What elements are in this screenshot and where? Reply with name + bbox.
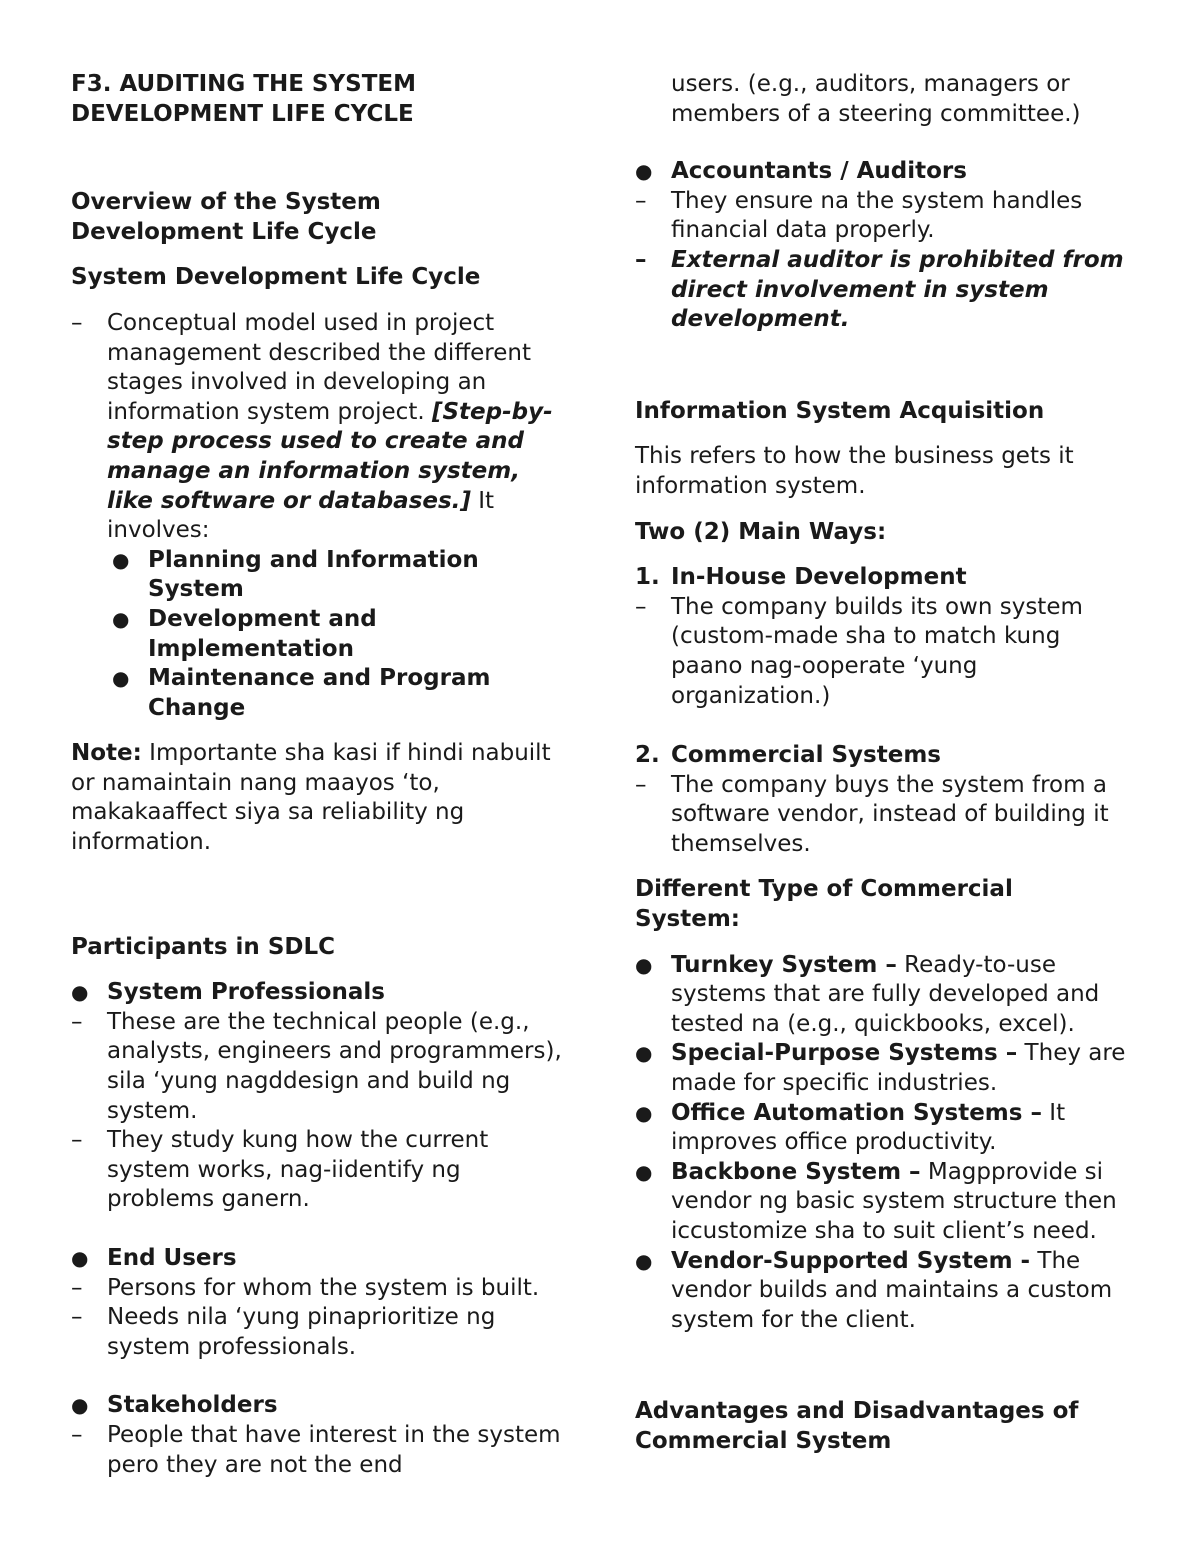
phase-item <box>71 664 571 723</box>
dash-marker: – <box>635 246 647 273</box>
detail-text: These are the technical people (e.g., analysts, engineers and programmers), sila ‘yung nagddesign and build ng system. <box>107 1008 562 1124</box>
participant-detail <box>635 246 1135 335</box>
detail-text: They study kung how the current system works, nag-iidentify ng problems ganern. <box>107 1127 489 1213</box>
bullet-marker: ● <box>71 1246 89 1270</box>
participant-detail <box>71 1008 571 1126</box>
note-label: Note: <box>71 740 142 767</box>
type-desc: Ready-to-use systems that are fully developed and tested na (e.g., quickbooks, excel). <box>671 951 1100 1037</box>
participant-detail <box>71 1126 571 1215</box>
note-text: Importante sha kasi if hindi nabuilt or namaintain nang maayos ‘to, makakaaffect siya sa reliability ng information. <box>71 740 551 856</box>
type-name: Turnkey System – <box>671 951 897 978</box>
way-title: In-House Development <box>671 564 967 591</box>
overview-heading: Overview of the System Development Life Cycle <box>71 189 381 245</box>
phase-item <box>71 546 571 605</box>
acquisition-heading: Information System Acquisition <box>635 397 1045 424</box>
dash-marker: – <box>71 1127 83 1154</box>
type-desc: The vendor builds and maintains a custom system for the client. <box>671 1247 1113 1333</box>
way-number: 2. <box>635 742 660 769</box>
sdlc-heading: System Development Life Cycle <box>71 264 481 291</box>
dash-marker: – <box>71 309 83 336</box>
type-name: Vendor-Supported System - <box>671 1247 1031 1274</box>
phase-label: Development and Implementation <box>148 605 377 662</box>
bullet-marker: ● <box>112 666 130 691</box>
title-line-2: DEVELOPMENT LIFE CYCLE <box>71 100 414 127</box>
type-item <box>635 1158 1135 1247</box>
phase-label: Maintenance and Program Change <box>148 665 491 721</box>
participant-title: Stakeholders <box>107 1392 278 1419</box>
bullet-marker: ● <box>635 1248 653 1273</box>
acquisition-description: This refers to how the business gets it information system. <box>635 443 1074 499</box>
dash-marker: – <box>635 771 647 798</box>
ways-heading: Two (2) Main Ways: <box>635 518 887 545</box>
way-number: 1. <box>635 564 660 591</box>
type-item <box>635 951 1135 1040</box>
participant-detail <box>71 1303 571 1362</box>
type-item <box>635 1099 1135 1158</box>
phase-item <box>71 605 571 664</box>
bullet-marker: ● <box>635 952 653 977</box>
dash-marker: – <box>71 1274 83 1301</box>
way-item <box>635 563 1135 593</box>
sdlc-definition <box>71 309 571 546</box>
participant-detail <box>635 187 1135 246</box>
dash-marker: – <box>635 593 647 620</box>
sdlc-desc-plain: Conceptual model used in project management described the different stages involved in developing an information system project. <box>107 309 532 425</box>
detail-text: Persons for whom the system is built. <box>107 1274 540 1301</box>
sdlc-desc-tail: It involves: <box>107 487 495 544</box>
stakeholders-continuation: users. (e.g., auditors, managers or members of a steering committee.) <box>671 71 1081 127</box>
participants-heading: Participants in SDLC <box>71 933 336 960</box>
right-column <box>635 70 1135 1457</box>
participant-item <box>71 978 571 1008</box>
participant-item <box>71 1244 571 1274</box>
type-desc: Magpprovide si vendor ng basic system structure then iccustomize sha to suit client’s need. <box>671 1158 1117 1244</box>
participant-detail <box>71 1421 571 1480</box>
advantages-heading: Advantages and Disadvantages of Commercial System <box>635 1398 1079 1454</box>
way-detail <box>635 593 1135 711</box>
participant-item <box>71 1391 571 1421</box>
way-item <box>635 741 1135 771</box>
bullet-marker: ● <box>635 1100 653 1125</box>
detail-text: External auditor is prohibited from direct involvement in system development. <box>671 246 1124 333</box>
type-name: Backbone System – <box>671 1158 921 1185</box>
type-item <box>635 1039 1135 1098</box>
bullet-marker: ● <box>71 980 89 1005</box>
bullet-marker: ● <box>112 606 130 631</box>
bullet-marker: ● <box>71 1393 89 1418</box>
detail-text: They ensure na the system handles financial data properly. <box>671 187 1083 244</box>
bullet-marker: ● <box>112 547 130 572</box>
dash-marker: – <box>71 1304 83 1331</box>
document-title <box>71 70 571 129</box>
detail-text: People that have interest in the system pero they are not the end <box>107 1421 561 1478</box>
bullet-marker: ● <box>635 1159 653 1184</box>
sdlc-desc-emphasis: [Step-by-step process used to create and manage an information system, like software or databases.] <box>107 398 553 514</box>
detail-text: The company buys the system from a software vendor, instead of building it themselves. <box>671 771 1109 857</box>
participant-title: End Users <box>107 1245 237 1271</box>
participant-title: Accountants / Auditors <box>671 158 967 185</box>
dash-marker: – <box>71 1008 83 1035</box>
type-name: Special-Purpose Systems – <box>671 1040 1018 1067</box>
participant-detail <box>71 1274 571 1304</box>
detail-text: Needs nila ‘yung pinaprioritize ng system professionals. <box>107 1304 496 1360</box>
types-heading: Different Type of Commercial System: <box>635 876 1013 933</box>
bullet-marker: ● <box>635 1041 653 1066</box>
phase-label: Planning and Information System <box>148 546 479 603</box>
detail-text: The company builds its own system (custom-made sha to match kung paano nag-ooperate ‘yung organization.) <box>671 593 1083 709</box>
bullet-marker: ● <box>635 159 653 184</box>
participant-item <box>635 157 1135 187</box>
type-desc: They are made for specific industries. <box>671 1040 1126 1097</box>
note-paragraph <box>71 739 571 857</box>
title-line-1: F3. AUDITING THE SYSTEM <box>71 71 416 97</box>
dash-marker: – <box>71 1421 83 1448</box>
left-column <box>71 70 571 1480</box>
way-detail <box>635 771 1135 860</box>
type-desc: It improves office productivity. <box>671 1099 1066 1156</box>
type-item <box>635 1247 1135 1336</box>
dash-marker: – <box>635 187 647 214</box>
type-name: Office Automation Systems – <box>671 1099 1042 1126</box>
participant-title: System Professionals <box>107 979 385 1006</box>
way-title: Commercial Systems <box>671 742 941 769</box>
